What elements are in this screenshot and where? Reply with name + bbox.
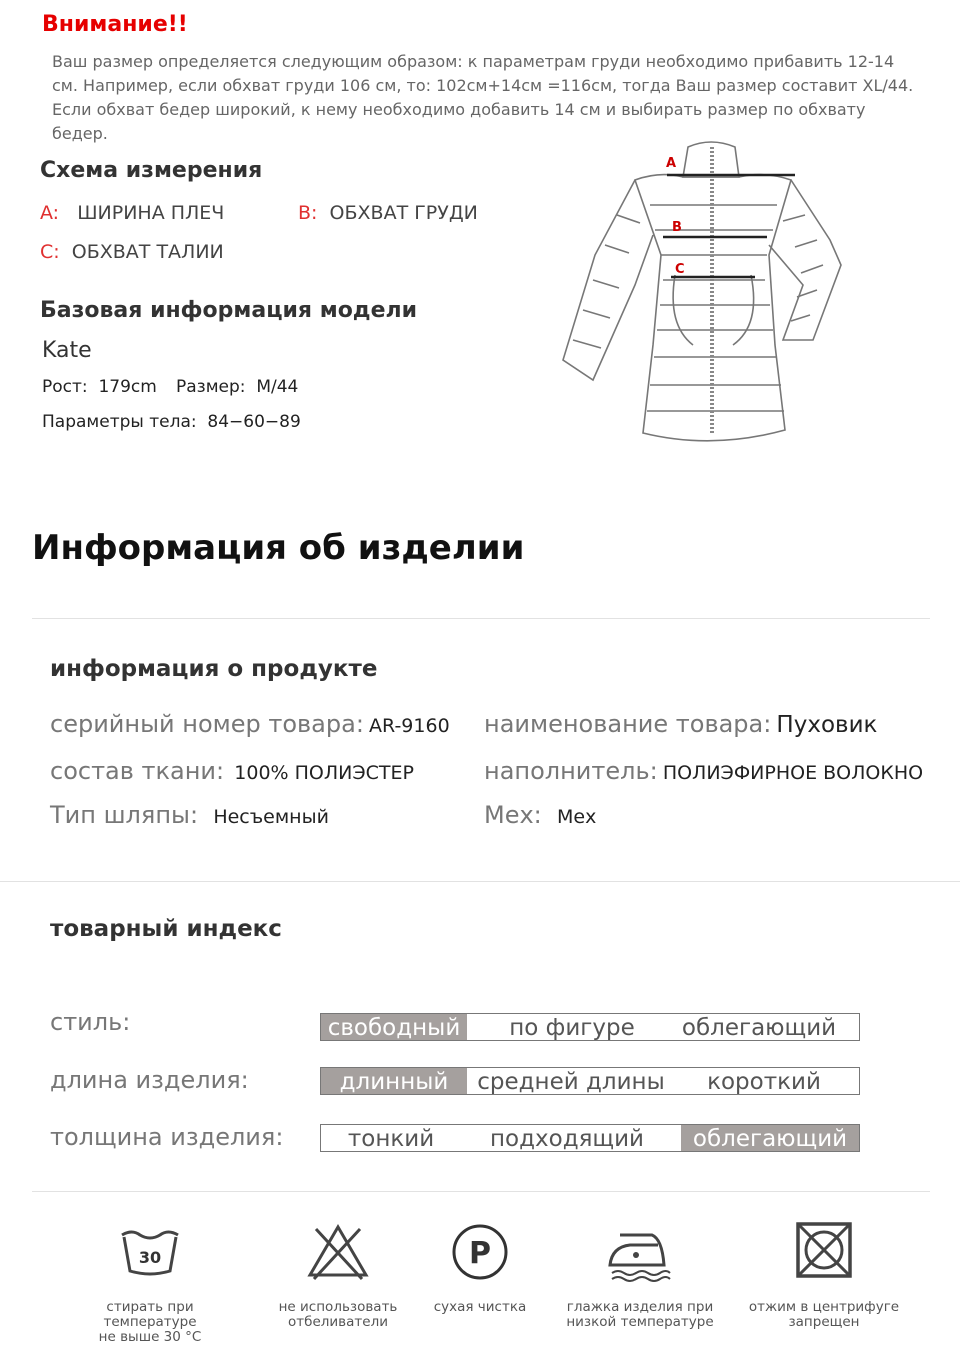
warning-text <box>52 50 932 146</box>
model-params <box>42 412 301 432</box>
warning-line: Если обхват бедер широкий, к нему необходимо добавить 14 см и выбирать размер по обхвату <box>52 100 866 119</box>
index-title: товарный индекс <box>50 916 282 942</box>
care-line: не выше 30 °C <box>98 1329 202 1345</box>
model-title: Базовая информация модели <box>40 298 418 323</box>
care-line: не использовать <box>278 1299 398 1315</box>
info-row-hood <box>50 801 329 829</box>
divider <box>32 618 930 619</box>
care-line: запрещен <box>788 1314 860 1330</box>
params-value: 84−60−89 <box>207 412 301 432</box>
dry-clean-p-icon <box>440 1212 520 1292</box>
care-line: глажка изделия при <box>566 1299 714 1315</box>
wash-temp: 30 <box>138 1248 162 1267</box>
scale-label-length: длина изделия: <box>50 1066 249 1094</box>
scale-label-thickness: толщина изделия: <box>50 1123 284 1151</box>
model-name: Kate <box>42 338 92 363</box>
info-row-fabric <box>50 757 414 785</box>
measurement-item-b <box>298 202 478 224</box>
divider <box>0 881 960 882</box>
scale-option: средней длины <box>477 1069 665 1095</box>
no-bleach-icon <box>298 1215 378 1295</box>
height-value: 179cm <box>98 377 157 397</box>
care-line: отбеливатели <box>288 1314 388 1330</box>
divider <box>32 1191 930 1192</box>
wash-30-icon <box>110 1215 190 1295</box>
care-line: сухая чистка <box>433 1299 527 1315</box>
care-line: отжим в центрифуге <box>748 1299 900 1315</box>
info-label: наименование товара: <box>484 710 772 738</box>
info-label: состав ткани: <box>50 757 225 785</box>
info-row-filler <box>484 757 923 785</box>
scale-option: облегающий <box>681 1125 859 1151</box>
product-title: Информация об изделии <box>32 528 525 568</box>
info-row-serial <box>50 710 450 738</box>
care-line: стирать при температуре <box>103 1299 197 1330</box>
info-row-fur <box>484 801 596 829</box>
measurement-item-a <box>40 202 224 224</box>
info-value: Пуховик <box>776 712 878 738</box>
info-value: 100% ПОЛИЭСТЕР <box>234 762 414 784</box>
model-size <box>176 377 298 397</box>
measurement-key: B: <box>298 202 318 224</box>
warning-line: бедер. <box>52 124 108 143</box>
care-label-wash <box>60 1300 240 1345</box>
measurement-key: A: <box>40 202 60 224</box>
care-label-iron <box>550 1300 730 1330</box>
scale-option: длинный <box>321 1068 467 1094</box>
care-label-dryclean <box>390 1300 570 1315</box>
scale-label-style: стиль: <box>50 1008 131 1036</box>
care-line: низкой температуре <box>566 1314 714 1330</box>
scale-thickness <box>320 1124 860 1152</box>
measurement-label: ОБХВАТ ГРУДИ <box>329 202 478 224</box>
warning-line: см. Например, если обхват груди 106 см, то: 102см+14см =116см, тогда Ваш размер составит XL/44. <box>52 76 914 95</box>
scale-option: облегающий <box>681 1015 837 1041</box>
scale-option: тонкий <box>347 1126 435 1152</box>
measurement-label: ОБХВАТ ТАЛИИ <box>71 241 224 263</box>
jacket-diagram <box>555 135 855 450</box>
info-value: ПОЛИЭФИРНОЕ ВОЛОКНО <box>662 762 924 784</box>
no-tumble-dry-icon <box>784 1212 864 1292</box>
iron-low-icon <box>600 1215 680 1295</box>
diagram-label-c: C <box>675 262 685 277</box>
measurement-item-c <box>40 241 224 263</box>
info-label: Мех: <box>484 801 542 829</box>
info-label: Тип шляпы: <box>50 801 199 829</box>
info-value: Мех <box>557 806 597 828</box>
scale-length <box>320 1067 860 1095</box>
info-label: серийный номер товара: <box>50 710 364 738</box>
diagram-label-b: B <box>672 220 682 235</box>
size-label: Размер: <box>176 377 246 397</box>
info-row-name <box>484 710 877 738</box>
model-height <box>42 377 157 397</box>
info-label: наполнитель: <box>484 757 658 785</box>
measurement-label: ШИРИНА ПЛЕЧ <box>77 202 225 224</box>
diagram-label-a: A <box>666 156 677 171</box>
params-label: Параметры тела: <box>42 412 197 432</box>
info-value: Несъемный <box>213 806 329 828</box>
height-label: Рост: <box>42 377 88 397</box>
scale-option: короткий <box>707 1069 821 1095</box>
scale-option: по фигуре <box>509 1015 635 1041</box>
jacket-left-sleeve <box>563 180 653 380</box>
scale-option: свободный <box>321 1014 467 1040</box>
warning-line: Ваш размер определяется следующим образом: к параметрам груди необходимо прибавить 12-14 <box>52 52 895 71</box>
scale-option: подходящий <box>490 1126 644 1152</box>
info-value: AR-9160 <box>369 715 450 737</box>
measurement-title: Схема измерения <box>40 158 263 183</box>
warning-title: Внимание!! <box>42 12 188 37</box>
scale-style <box>320 1013 860 1041</box>
care-label-spin <box>734 1300 914 1330</box>
size-value: M/44 <box>256 377 299 397</box>
dry-clean-letter: P <box>469 1236 491 1271</box>
product-info-title: информация о продукте <box>50 656 378 682</box>
measurement-key: C: <box>40 241 60 263</box>
